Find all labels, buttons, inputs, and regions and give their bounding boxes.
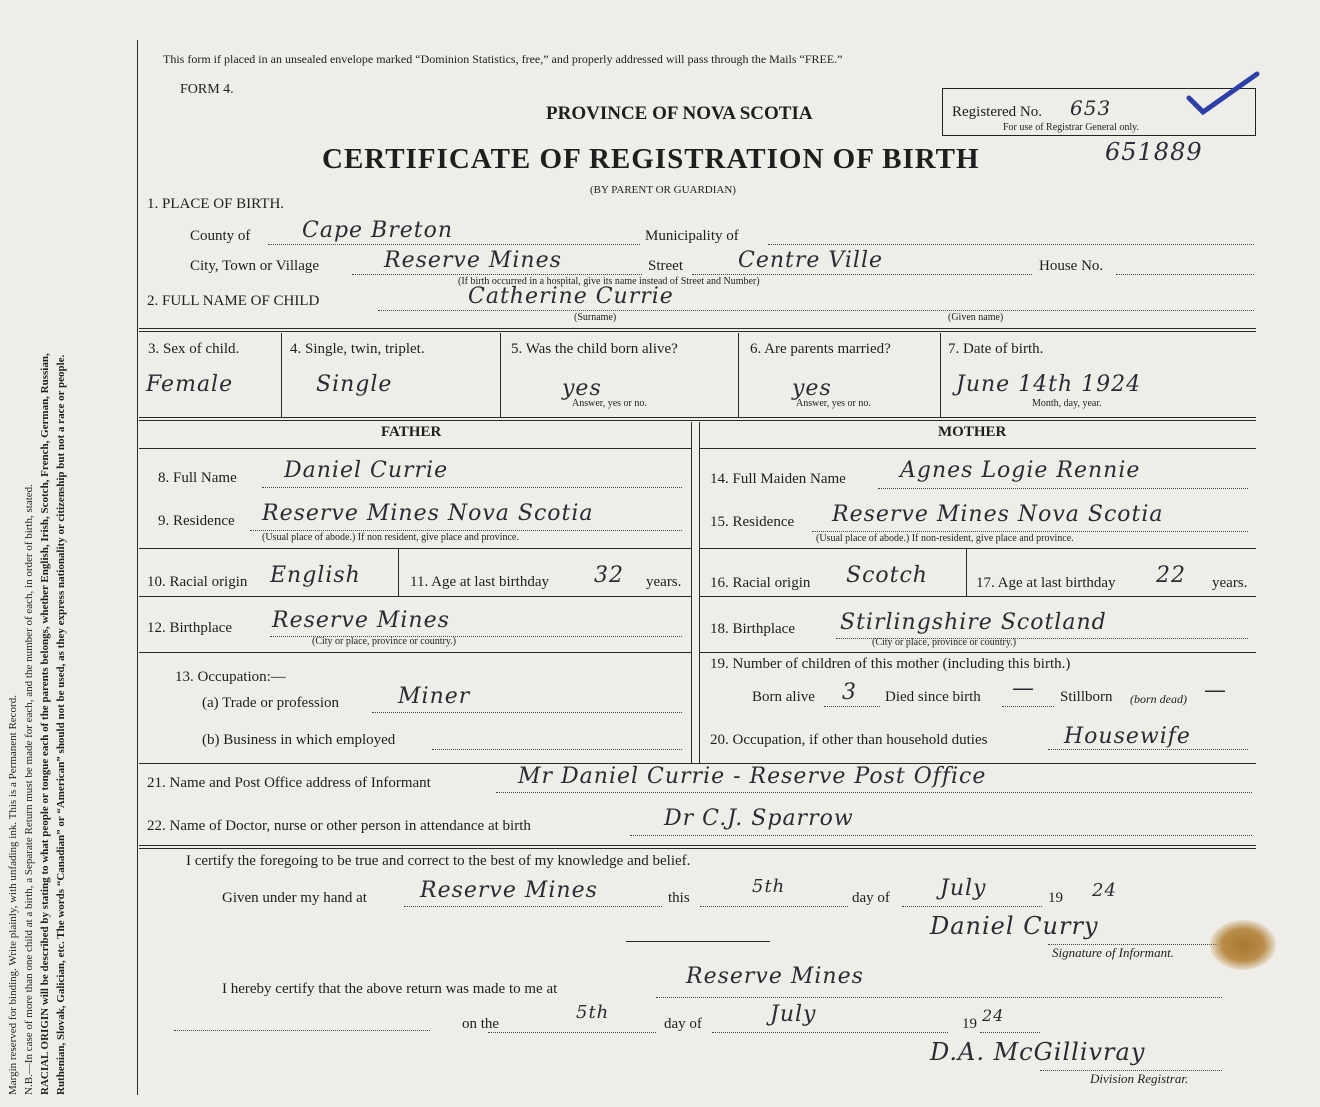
margin-line-3: RACIAL ORIGIN will be described by stating to what people or tongue each of the parents belongs, whether English, Irish, Scotch, French, German, Russian, (39, 353, 51, 1095)
father-name-value: Daniel Currie (284, 458, 449, 483)
form-number: FORM 4. (180, 82, 234, 97)
province-title: PROVINCE OF NOVA SCOTIA (546, 103, 813, 124)
occupation-label: 13. Occupation:— (175, 669, 286, 685)
mother-birthplace-note: (City or place, province or country.) (872, 637, 1017, 648)
sex-label: 3. Sex of child. (148, 341, 240, 357)
registrar-on-label: on the (462, 1016, 500, 1032)
mother-name-value: Agnes Logie Rennie (900, 458, 1141, 483)
father-birthplace-value: Reserve Mines (272, 608, 450, 633)
registrar-place-value: Reserve Mines (686, 964, 864, 989)
died-value: — (1012, 676, 1035, 701)
stillborn-note: (born dead) (1130, 692, 1187, 706)
father-racial-value: English (270, 563, 361, 588)
city-value: Reserve Mines (384, 248, 562, 273)
surname-label: (Surname) (574, 312, 617, 323)
married-note: Answer, yes or no. (796, 398, 871, 409)
died-label: Died since birth (885, 689, 981, 705)
registered-number: 653 (1070, 96, 1112, 120)
given-name-label: (Given name) (948, 312, 1004, 323)
certify-day-value: 5th (752, 876, 786, 897)
checkmark-icon (1185, 68, 1265, 120)
certify-month-value: July (940, 876, 987, 901)
mother-residence-value: Reserve Mines Nova Scotia (832, 502, 1164, 527)
father-age-label: 11. Age at last birthday (410, 574, 549, 590)
mother-name-label: 14. Full Maiden Name (710, 471, 846, 487)
born-alive-value: 3 (842, 680, 857, 705)
place-heading: 1. PLACE OF BIRTH. (147, 196, 285, 212)
married-label: 6. Are parents married? (750, 341, 891, 357)
father-age-value: 32 (594, 563, 624, 588)
doctor-value: Dr C.J. Sparrow (664, 806, 854, 831)
county-label: County of (190, 228, 251, 244)
father-residence-label: 9. Residence (158, 513, 235, 529)
given-place-value: Reserve Mines (420, 878, 598, 903)
informant-value: Mr Daniel Currie - Reserve Post Office (518, 764, 987, 789)
registrar-day-value: 5th (576, 1002, 610, 1023)
mother-residence-label: 15. Residence (710, 514, 795, 530)
registered-label: Registered No. (952, 104, 1042, 120)
certify-day-of-label: day of (852, 890, 890, 906)
doctor-label: 22. Name of Doctor, nurse or other person in attendance at birth (147, 818, 531, 834)
certify-this-label: this (668, 890, 690, 906)
father-residence-value: Reserve Mines Nova Scotia (262, 501, 594, 526)
mother-birthplace-value: Stirlingshire Scotland (840, 610, 1107, 635)
mother-heading: MOTHER (938, 424, 1007, 440)
mother-occupation-label: 20. Occupation, if other than household duties (710, 732, 988, 748)
street-value: Centre Ville (738, 248, 884, 273)
mother-age-unit: years. (1212, 575, 1248, 591)
informant-signature: Daniel Curry (930, 912, 1099, 940)
father-heading: FATHER (381, 424, 442, 440)
registrar-month-value: July (770, 1002, 817, 1027)
municipality-label: Municipality of (645, 228, 739, 244)
registrar-year-value: 24 (982, 1006, 1005, 1025)
dob-label: 7. Date of birth. (948, 341, 1044, 357)
trade-value: Miner (398, 684, 471, 709)
city-label: City, Town or Village (190, 258, 320, 274)
mother-birthplace-label: 18. Birthplace (710, 621, 795, 637)
hospital-note: (If birth occurred in a hospital, give its name instead of Street and Number) (458, 276, 760, 287)
father-age-unit: years. (646, 574, 682, 590)
business-label: (b) Business in which employed (202, 732, 396, 748)
margin-line-2: N.B.—In case of more than one child at a birth, a Separate Return must be made for each, and the number of each, in order of birth, stated. (23, 484, 35, 1095)
children-count-label: 19. Number of children of this mother (including this birth.) (710, 656, 1071, 672)
child-name-value: Catherine Currie (468, 284, 674, 309)
registrar-year-prefix: 19 (962, 1016, 977, 1032)
father-birthplace-note: (City or place, province or country.) (312, 636, 457, 647)
margin-rule (137, 40, 138, 1095)
margin-line-4: Ruthenian, Slovak, Galician, etc. The words “Canadian” or “American” should not be used, as they express nationality or citizenship but not a race or people. (55, 354, 67, 1095)
mother-occupation-value: Housewife (1064, 724, 1191, 749)
child-name-heading: 2. FULL NAME OF CHILD (147, 293, 320, 309)
given-under-label: Given under my hand at (222, 890, 367, 906)
street-label: Street (648, 258, 683, 274)
married-value: yes (792, 376, 832, 401)
sex-value: Female (146, 372, 234, 397)
born-alive-label: Born alive (752, 689, 815, 705)
mother-age-value: 22 (1156, 563, 1186, 588)
stillborn-value: — (1204, 678, 1227, 703)
registered-note: For use of Registrar General only. (1003, 122, 1139, 133)
page-subtitle: (BY PARENT OR GUARDIAN) (590, 184, 736, 196)
certify-year-prefix: 19 (1048, 890, 1063, 906)
dob-note: Month, day, year. (1032, 398, 1102, 409)
plurality-value: Single (316, 372, 393, 397)
trade-label: (a) Trade or profession (202, 695, 340, 711)
mother-racial-label: 16. Racial origin (710, 575, 811, 591)
signature-informant-label: Signature of Informant. (1052, 945, 1174, 960)
house-label: House No. (1039, 258, 1104, 274)
father-name-label: 8. Full Name (158, 470, 237, 486)
registrar-day-of-label: day of (664, 1016, 702, 1032)
paper-stain (1210, 920, 1276, 970)
alive-note: Answer, yes or no. (572, 398, 647, 409)
plurality-label: 4. Single, twin, triplet. (290, 341, 425, 357)
county-value: Cape Breton (302, 218, 454, 243)
division-registrar-label: Division Registrar. (1090, 1071, 1189, 1086)
father-residence-note: (Usual place of abode.) If non resident, give place and province. (262, 532, 519, 543)
certify-year-value: 24 (1092, 880, 1117, 901)
margin-line-1: Margin reserved for binding. Write plainly, with unfading ink. This is a Permanent Record. (7, 695, 19, 1095)
alive-label: 5. Was the child born alive? (511, 341, 678, 357)
registrar-statement: I hereby certify that the above return was made to me at (222, 981, 558, 997)
mother-age-label: 17. Age at last birthday (976, 575, 1116, 591)
father-racial-label: 10. Racial origin (147, 574, 248, 590)
mail-notice: This form if placed in an unsealed envelope marked “Dominion Statistics, free,” and properly addressed will pass through the Mails “FREE.” (163, 52, 843, 66)
margin-notes (5, 45, 69, 1095)
dob-value: June 14th 1924 (956, 372, 1142, 397)
certify-statement: I certify the foregoing to be true and correct to the best of my knowledge and belief. (186, 853, 691, 869)
alive-value: yes (562, 376, 602, 401)
page-title: CERTIFICATE OF REGISTRATION OF BIRTH (322, 143, 980, 175)
registrar-signature: D.A. McGillivray (930, 1038, 1146, 1066)
father-birthplace-label: 12. Birthplace (147, 620, 232, 636)
mother-racial-value: Scotch (846, 563, 928, 588)
stamp-number: 651889 (1105, 138, 1203, 166)
informant-label: 21. Name and Post Office address of Informant (147, 775, 431, 791)
stillborn-label: Stillborn (1060, 689, 1113, 705)
mother-residence-note: (Usual place of abode.) If non-resident, give place and province. (816, 533, 1074, 544)
